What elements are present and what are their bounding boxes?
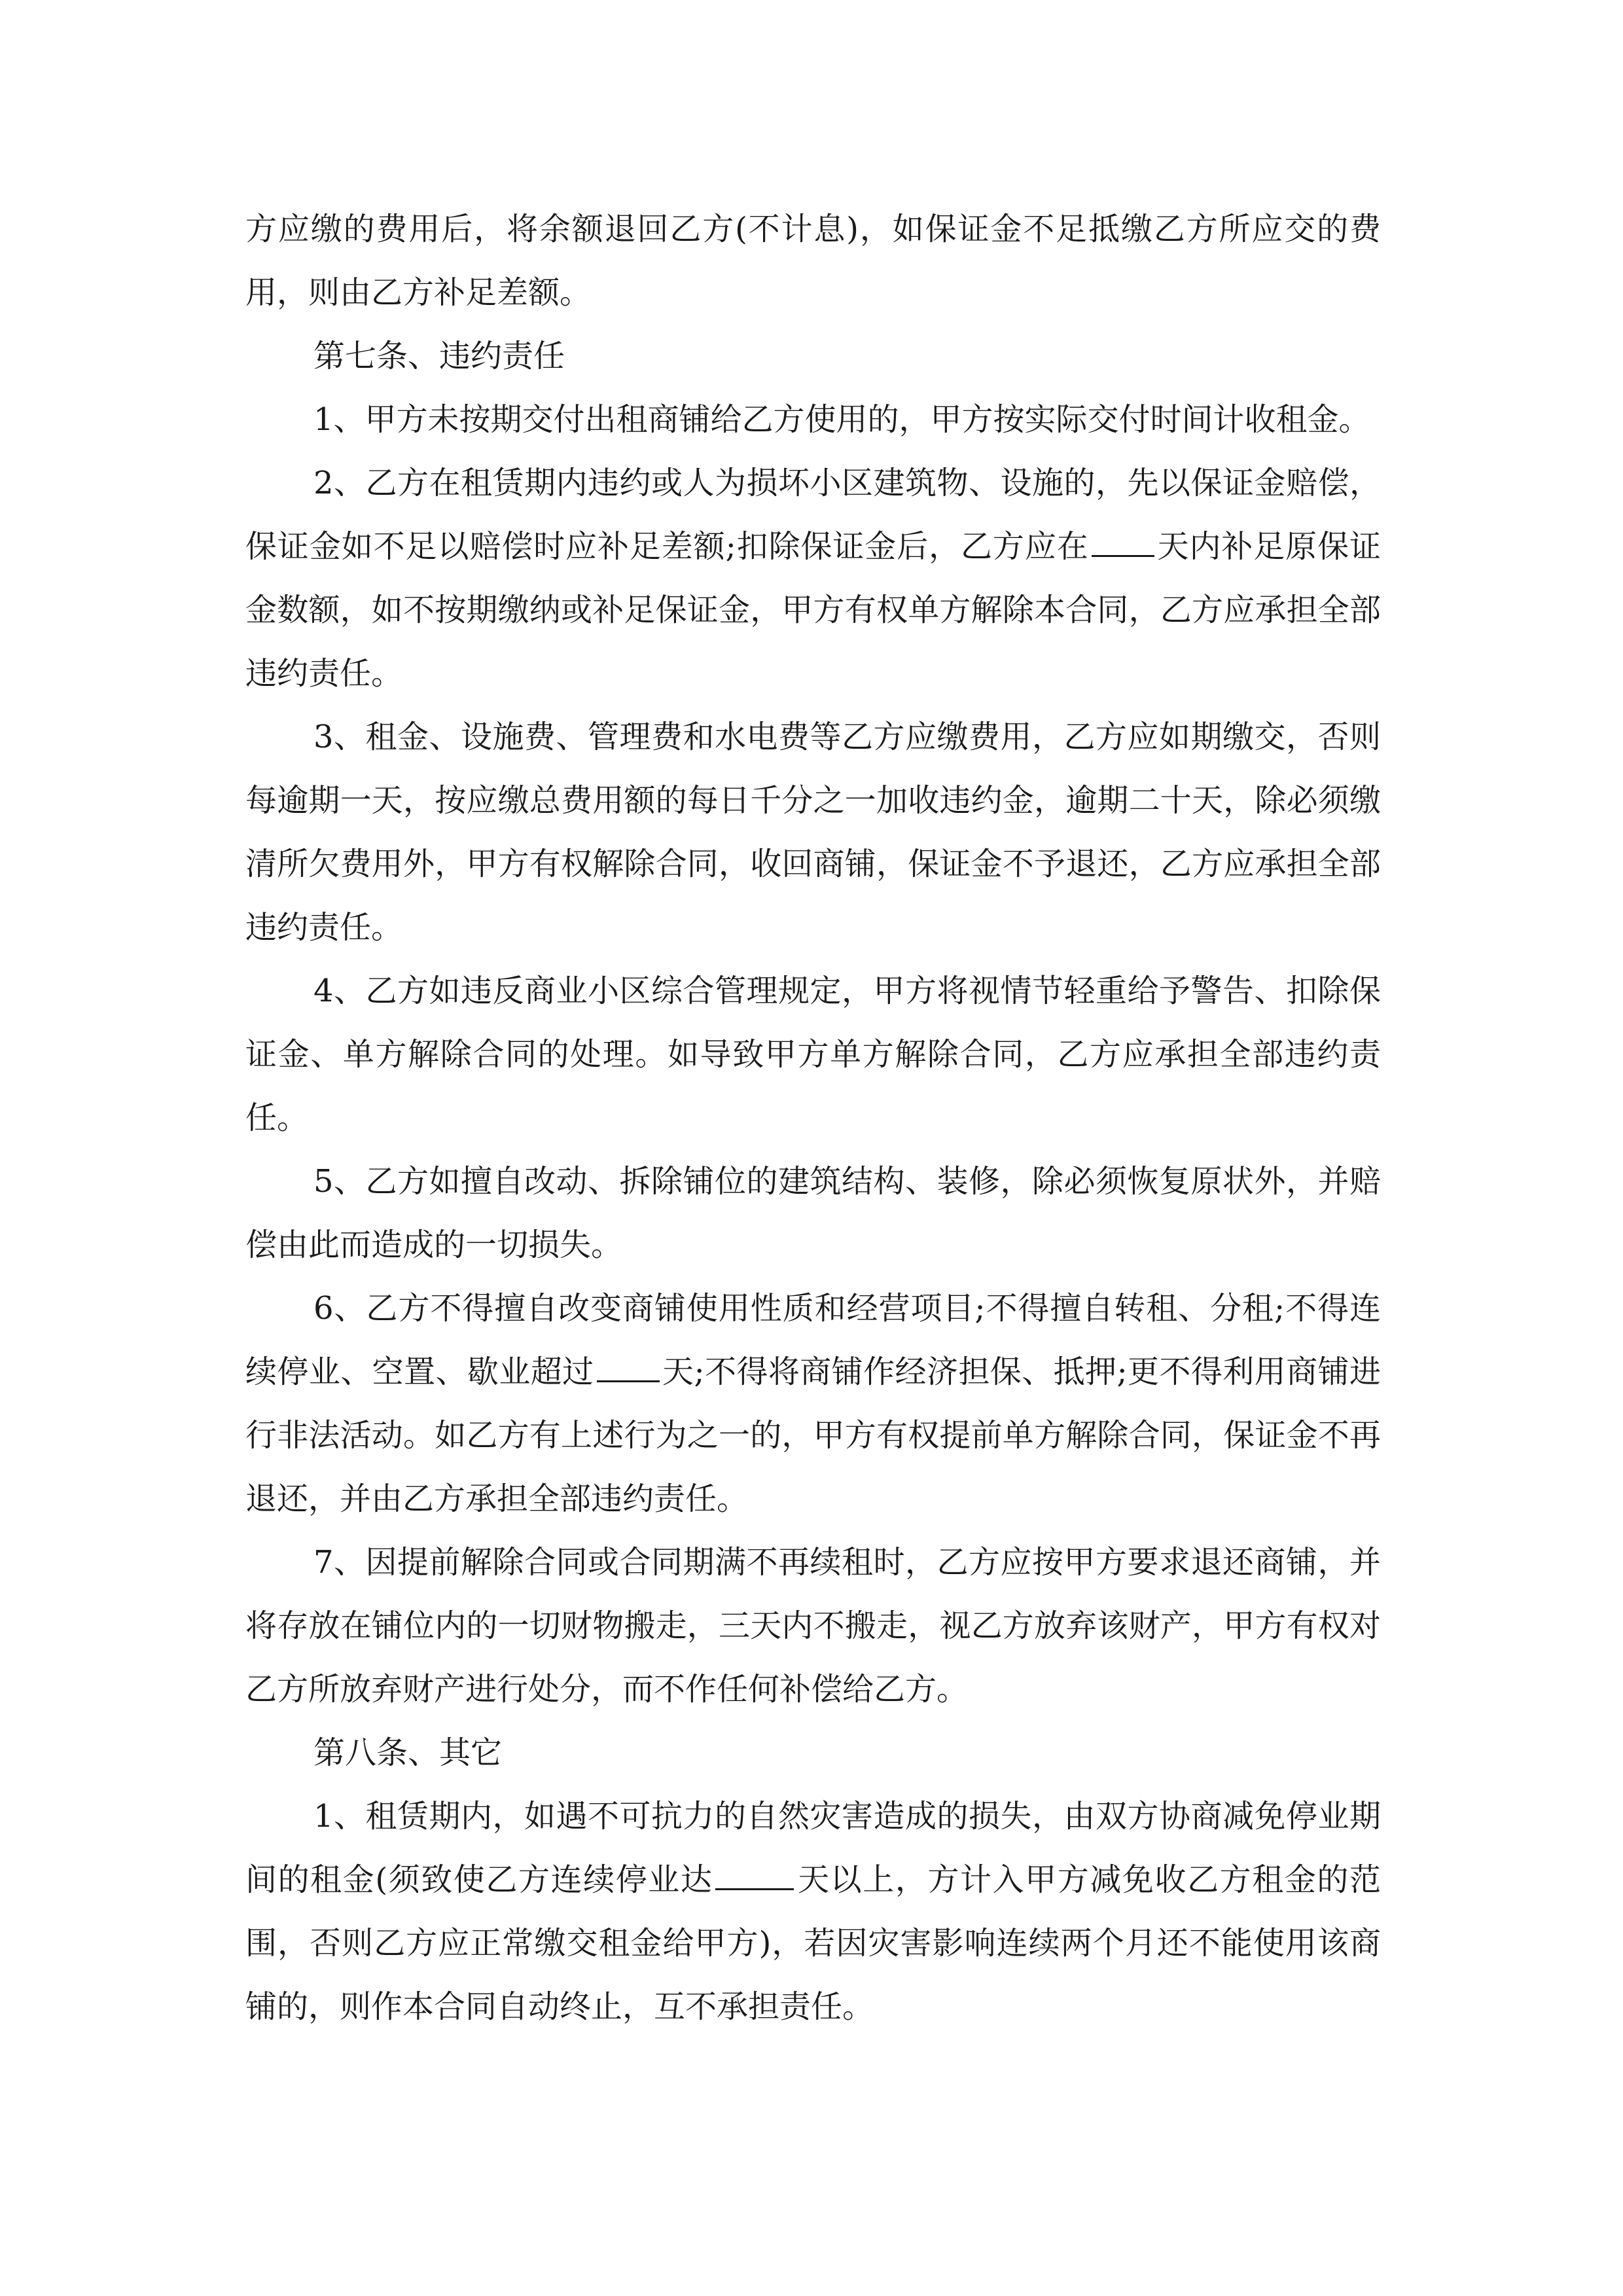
clause-7-7 <box>245 1531 1381 1721</box>
paragraph-text: 3、租金、设施费、管理费和水电费等乙方应缴费用，乙方应如期缴交，否则每逾期一天，按应缴总费用额的每日千分之一加收违约金，逾期二十天，除必须缴清所欠费用外，甲方有权解除合同，收回商铺，保证金不予退还，乙方应承担全部违约责任。 <box>245 719 1381 946</box>
paragraph-text: 4、乙方如违反商业小区综合管理规定，甲方将视情节轻重给予警告、扣除保证金、单方解除合同的处理。如导致甲方单方解除合同，乙方应承担全部违约责任。 <box>245 973 1381 1136</box>
fill-in-blank <box>715 1862 794 1890</box>
contract-text <box>245 198 1381 2039</box>
paragraph-text: 天以上，方计入甲方减免收乙方租金的范围，否则乙方应正常缴交租金给甲方)，若因灾害影响连续两个月还不能使用该商铺的，则作本合同自动终止，互不承担责任。 <box>245 1861 1381 2025</box>
clause-7-6 <box>245 1277 1381 1531</box>
paragraph-text: 6、乙方不得擅自改变商铺使用性质和经营项目;不得擅自转租、分租;不得连续停业、空置、歇业超过 <box>245 1290 1381 1390</box>
clause-8-1 <box>245 1785 1381 2039</box>
section-heading-article-7 <box>245 325 1381 388</box>
clause-7-3 <box>245 706 1381 960</box>
clause-7-4 <box>245 960 1381 1150</box>
fill-in-blank <box>1092 529 1154 557</box>
paragraph-text: 天内补足原保证金数额，如不按期缴纳或补足保证金，甲方有权单方解除本合同，乙方应承担全部违约责任。 <box>245 528 1381 692</box>
paragraph-text: 1、租赁期内，如遇不可抗力的自然灾害造成的损失，由双方协商减免停业期间的租金(须致使乙方连续停业达 <box>245 1798 1381 1898</box>
clause-7-2 <box>245 452 1381 706</box>
paragraph-text: 方应缴的费用后，将余额退回乙方(不计息)，如保证金不足抵缴乙方所应交的费用，则由乙方补足差额。 <box>245 211 1381 311</box>
paragraph-text: 2、乙方在租赁期内违约或人为损坏小区建筑物、设施的，先以保证金赔偿，保证金如不足以赔偿时应补足差额;扣除保证金后，乙方应在 <box>245 465 1381 565</box>
paragraph-text: 5、乙方如擅自改动、拆除铺位的建筑结构、装修，除必须恢复原状外，并赔偿由此而造成的一切损失。 <box>245 1163 1381 1263</box>
paragraph-text: 7、因提前解除合同或合同期满不再续租时，乙方应按甲方要求退还商铺，并将存放在铺位内的一切财物搬走，三天内不搬走，视乙方放弃该财产，甲方有权对乙方所放弃财产进行处分，而不作任何补偿给乙方。 <box>245 1544 1381 1708</box>
section-heading-article-8 <box>245 1721 1381 1785</box>
heading-text: 第八条、其它 <box>313 1734 503 1771</box>
clause-7-5 <box>245 1150 1381 1277</box>
clause-7-1 <box>245 388 1381 452</box>
paragraph-continued <box>245 198 1381 325</box>
fill-in-blank <box>597 1354 660 1382</box>
heading-text: 第七条、违约责任 <box>313 338 565 374</box>
paragraph-text: 1、甲方未按期交付出租商铺给乙方使用的，甲方按实际交付时间计收租金。 <box>313 401 1370 438</box>
paragraph-text: 天;不得将商铺作经济担保、抵押;更不得利用商铺进行非法活动。如乙方有上述行为之一的，甲方有权提前单方解除合同，保证金不再退还，并由乙方承担全部违约责任。 <box>245 1354 1381 1517</box>
